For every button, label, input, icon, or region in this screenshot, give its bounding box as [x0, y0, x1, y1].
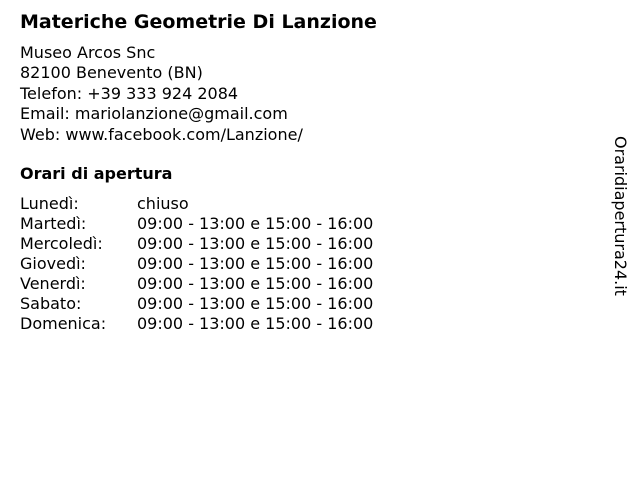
hours-day-label: Mercoledì: — [20, 234, 103, 254]
hours-day-label: Domenica: — [20, 314, 107, 334]
address-line-1: Museo Arcos Snc — [20, 43, 156, 62]
hours-time-value: 09:00 - 13:00 e 15:00 - 16:00 — [137, 254, 374, 274]
hours-row-thursday — [20, 254, 600, 274]
hours-row-wednesday — [20, 234, 600, 254]
hours-row-sunday — [20, 314, 600, 334]
hours-time-value: chiuso — [137, 194, 189, 214]
hours-row-saturday — [20, 294, 600, 314]
hours-day-label: Martedì: — [20, 214, 87, 234]
hours-day-label: Giovedì: — [20, 254, 86, 274]
email-line: Email: mariolanzione@gmail.com — [20, 104, 288, 124]
business-name: Materiche Geometrie Di Lanzione — [20, 11, 377, 33]
hours-time-value: 09:00 - 13:00 e 15:00 - 16:00 — [137, 294, 374, 314]
hours-day-label: Sabato: — [20, 294, 82, 314]
opening-hours-table — [20, 194, 600, 334]
hours-time-value: 09:00 - 13:00 e 15:00 - 16:00 — [137, 214, 374, 234]
hours-row-tuesday — [20, 214, 600, 234]
hours-row-monday — [20, 194, 600, 214]
address-line-2: 82100 Benevento (BN) — [20, 63, 203, 83]
hours-time-value: 09:00 - 13:00 e 15:00 - 16:00 — [137, 234, 374, 254]
phone-line: Telefon: +39 333 924 2084 — [20, 83, 239, 103]
hours-time-value: 09:00 - 13:00 e 15:00 - 16:00 — [137, 274, 374, 294]
business-card — [20, 10, 600, 334]
hours-day-label: Lunedì: — [20, 194, 79, 214]
site-watermark: Oraridiapertura24.it — [611, 136, 630, 296]
opening-hours-heading: Orari di apertura — [20, 164, 173, 184]
hours-row-friday — [20, 274, 600, 294]
hours-day-label: Venerdì: — [20, 274, 86, 294]
hours-time-value: 09:00 - 13:00 e 15:00 - 16:00 — [137, 314, 374, 334]
web-line: Web: www.facebook.com/Lanzione/ — [20, 124, 303, 144]
